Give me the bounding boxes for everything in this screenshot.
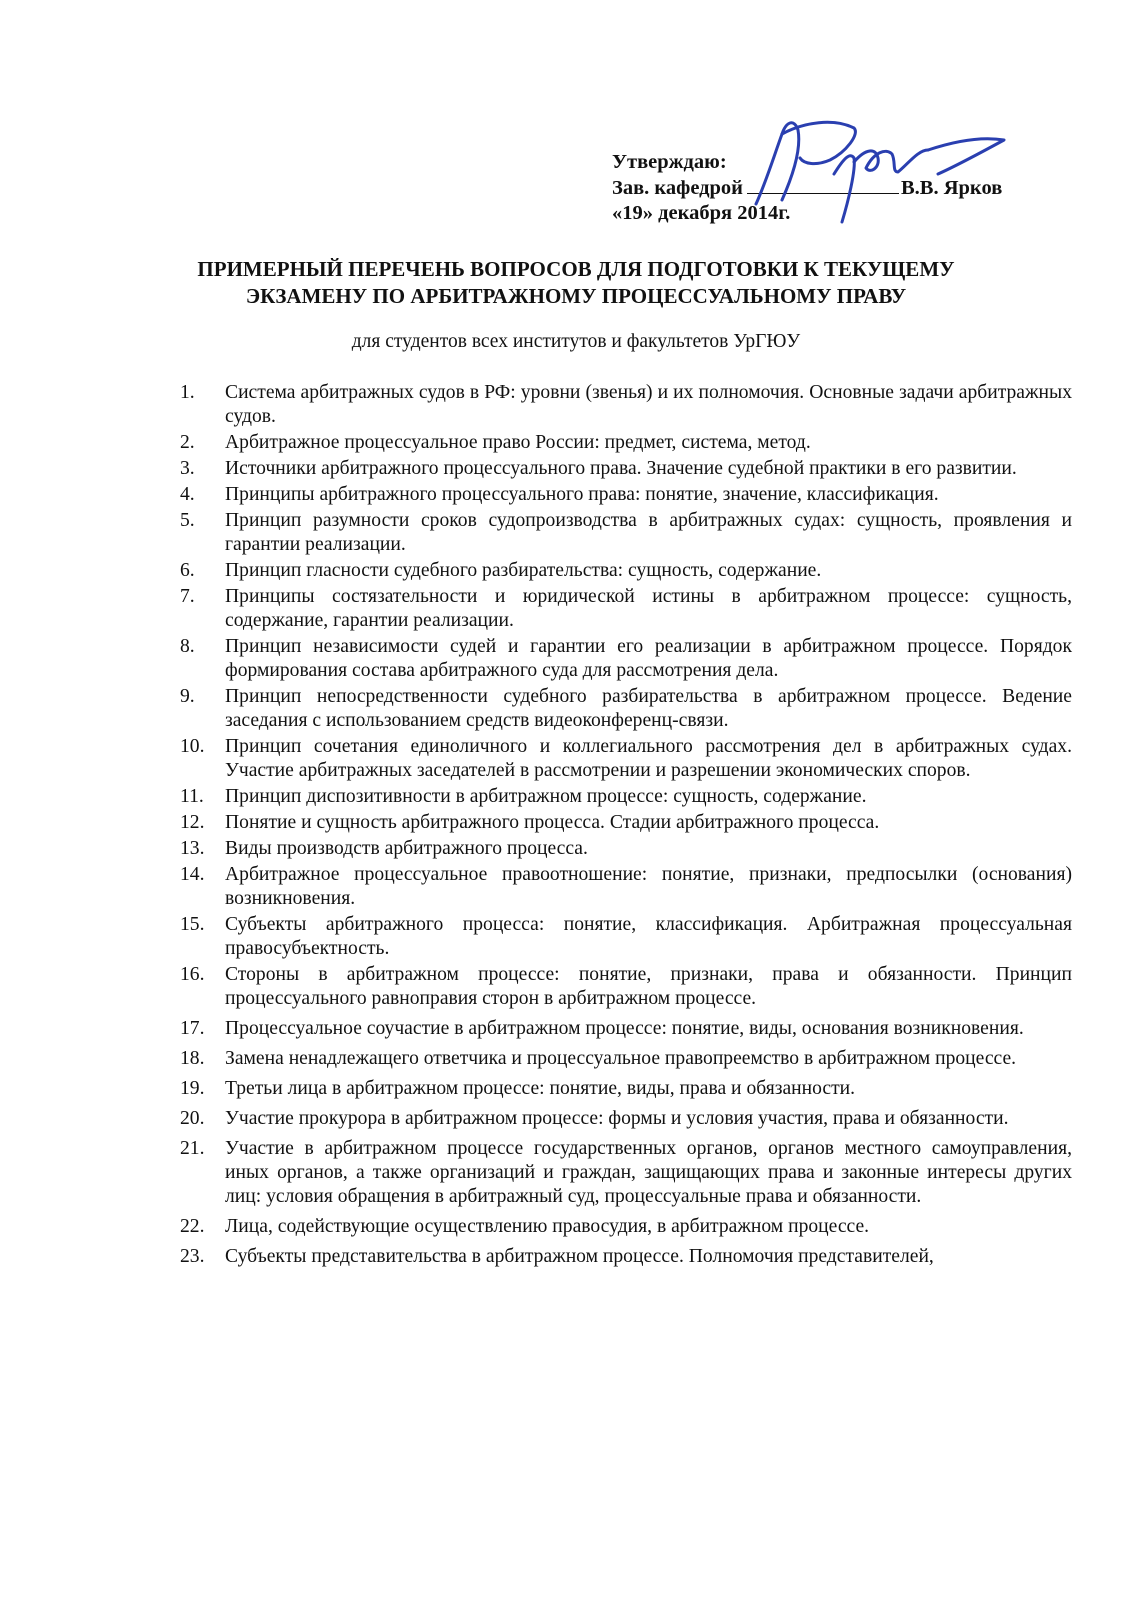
question-item [180, 1077, 1072, 1101]
question-text: Принцип сочетания единоличного и коллегиального рассмотрения дел в арбитражных судах. Участие арбитражных заседателей в рассмотрении и разрешении экономических споров. [225, 736, 1072, 781]
question-item [180, 1215, 1072, 1239]
question-text: Понятие и сущность арбитражного процесса. Стадии арбитражного процесса. [225, 812, 880, 833]
head-of-department-label: Зав. кафедрой [612, 177, 743, 199]
approval-line-1: Утверждаю: [612, 151, 727, 173]
question-number: 11. [180, 786, 204, 807]
question-number: 5. [180, 510, 195, 531]
question-item [180, 913, 1072, 961]
question-item [180, 811, 1072, 835]
questions-list [180, 381, 1072, 1271]
question-number: 12. [180, 812, 205, 833]
question-text: Субъекты арбитражного процесса: понятие, классификация. Арбитражная процессуальная правосубъектность. [225, 914, 1072, 959]
question-text: Процессуальное соучастие в арбитражном процессе: понятие, виды, основания возникновения. [225, 1018, 1024, 1039]
question-number: 17. [180, 1018, 205, 1039]
question-text: Третьи лица в арбитражном процессе: понятие, виды, права и обязанности. [225, 1078, 856, 1099]
question-number: 6. [180, 560, 195, 581]
question-text: Принцип диспозитивности в арбитражном процессе: сущность, содержание. [225, 786, 867, 807]
question-number: 2. [180, 432, 195, 453]
question-text: Система арбитражных судов в РФ: уровни (звенья) и их полномочия. Основные задачи арбитражных судов. [225, 382, 1072, 427]
question-item [180, 635, 1072, 683]
question-item [180, 381, 1072, 429]
question-item [180, 1245, 1072, 1269]
question-item [180, 585, 1072, 633]
question-item [180, 1017, 1072, 1041]
question-item [180, 1107, 1072, 1131]
question-item [180, 1047, 1072, 1071]
question-text: Субъекты представительства в арбитражном процессе. Полномочия представителей, [225, 1246, 934, 1267]
handwritten-signature [742, 112, 1012, 230]
question-number: 4. [180, 484, 195, 505]
question-text: Принцип гласности судебного разбирательства: сущность, содержание. [225, 560, 822, 581]
question-item [180, 559, 1072, 583]
approval-date: «19» декабря 2014г. [612, 202, 791, 224]
document-title [150, 256, 1002, 310]
question-item [180, 483, 1072, 507]
question-text: Участие прокурора в арбитражном процессе: формы и условия участия, права и обязанности. [225, 1108, 1009, 1129]
question-text: Принципы арбитражного процессуального права: понятие, значение, классификация. [225, 484, 939, 505]
document-subtitle: для студентов всех институтов и факультетов УрГЮУ [351, 331, 801, 352]
question-number: 7. [180, 586, 195, 607]
question-number: 13. [180, 838, 205, 859]
question-number: 1. [180, 382, 195, 403]
question-item [180, 735, 1072, 783]
question-text: Лица, содействующие осуществлению правосудия, в арбитражном процессе. [225, 1216, 870, 1237]
question-number: 20. [180, 1108, 205, 1129]
question-number: 10. [180, 736, 205, 757]
question-item [180, 509, 1072, 557]
question-number: 16. [180, 964, 205, 985]
question-item [180, 785, 1072, 809]
question-text: Виды производств арбитражного процесса. [225, 838, 588, 859]
question-number: 9. [180, 686, 195, 707]
question-text: Принцип независимости судей и гарантии его реализации в арбитражном процессе. Порядок формирования состава арбитражного суда для рассмотрения дела. [225, 636, 1072, 681]
question-text: Арбитражное процессуальное право России: предмет, система, метод. [225, 432, 811, 453]
question-number: 15. [180, 914, 205, 935]
question-number: 19. [180, 1078, 205, 1099]
question-number: 14. [180, 864, 205, 885]
question-text: Принципы состязательности и юридической истины в арбитражном процессе: сущность, содержание, гарантии реализации. [225, 586, 1072, 631]
question-text: Замена ненадлежащего ответчика и процессуальное правопреемство в арбитражном процессе. [225, 1048, 1017, 1069]
question-item [180, 863, 1072, 911]
question-text: Принцип непосредственности судебного разбирательства в арбитражном процессе. Ведение заседания с использованием средств видеоконференц-связи. [225, 686, 1072, 731]
head-of-department-name: В.В. Ярков [901, 177, 1003, 199]
question-item [180, 837, 1072, 861]
question-item [180, 457, 1072, 481]
question-number: 18. [180, 1048, 205, 1069]
question-item [180, 685, 1072, 733]
question-text: Принцип разумности сроков судопроизводства в арбитражных судах: сущность, проявления и гарантии реализации. [225, 510, 1072, 555]
question-text: Источники арбитражного процессуального права. Значение судебной практики в его развитии. [225, 458, 1017, 479]
title-line-1: ПРИМЕРНЫЙ ПЕРЕЧЕНЬ ВОПРОСОВ ДЛЯ ПОДГОТОВКИ К ТЕКУЩЕМУ [197, 257, 955, 281]
question-number: 3. [180, 458, 195, 479]
question-item [180, 963, 1072, 1011]
question-text: Арбитражное процессуальное правоотношение: понятие, признаки, предпосылки (основания) возникновения. [225, 864, 1072, 909]
question-number: 21. [180, 1138, 205, 1159]
question-item [180, 431, 1072, 455]
question-item [180, 1137, 1072, 1209]
question-number: 23. [180, 1246, 205, 1267]
question-number: 22. [180, 1216, 205, 1237]
question-number: 8. [180, 636, 195, 657]
question-text: Стороны в арбитражном процессе: понятие, признаки, права и обязанности. Принцип процессуального равноправия сторон в арбитражном процессе. [225, 964, 1072, 1009]
question-text: Участие в арбитражном процессе государственных органов, органов местного самоуправления, иных органов, а также организаций и граждан, защищающих права и законные интересы других лиц: условия обращения в арбитражный суд, процессуальные права и обязанности. [225, 1138, 1072, 1207]
title-line-2: ЭКЗАМЕНУ ПО АРБИТРАЖНОМУ ПРОЦЕССУАЛЬНОМУ ПРАВУ [245, 284, 907, 308]
